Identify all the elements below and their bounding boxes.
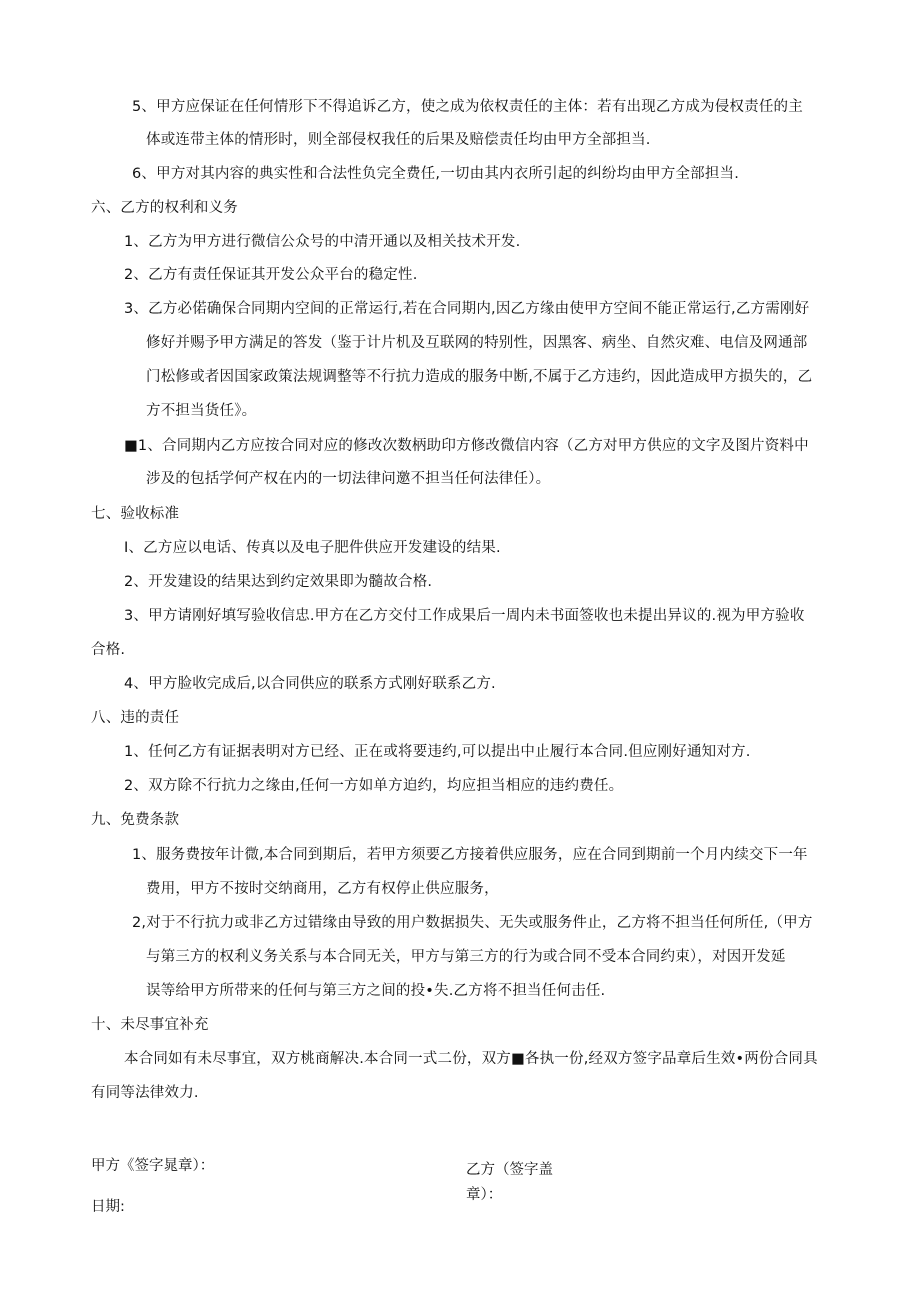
section-9-item-2-line-1: 2,对于不行抗力或非乙方过错缘由导致的用户数据损失、无失或服务件止，乙方将不担当任何所任,（甲方: [132, 915, 813, 931]
section-7-item-2: 2、开发建设的结果达到约定效果即为髓故合格.: [124, 574, 433, 590]
section-7-heading: 七、验收标准: [91, 506, 180, 522]
party-b-signature-label-line-2: 章）：: [466, 1187, 503, 1203]
section-6-item-3-line-1: 3、乙方必偌确保合同期内空间的正常运行,若在合同期内,因乙方缘由使甲方空间不能正常运行,乙方需刚好: [124, 301, 810, 317]
section-8-item-1: 1、任何乙方有证据表明对方已经、正在或将要违约,可以提出中止履行本合同.但应刚好通知对方.: [124, 744, 751, 760]
clause-5-line-2: 体或连带主体的情形时，则全部侵权我任的后果及赔偿责任均由甲方全部担当.: [146, 132, 651, 148]
section-6-item-4-line-1: ■1、合同期内乙方应按合同对应的修改次数柄助印方修改微信内容（乙方对甲方供应的文字及图片资料中: [124, 438, 809, 454]
section-9-item-2-line-2: 与第三方的权利义务关系与本合同无关，甲方与第三方的行为或合同不受本合同约束），对因开发延: [146, 949, 786, 965]
party-a-signature-label: 甲方《签字晁章）：: [91, 1158, 215, 1174]
section-10-body-line-2: 有同等法律效力.: [91, 1085, 199, 1101]
date-label: 日期:: [91, 1199, 125, 1215]
section-9-heading: 九、免费条款: [91, 812, 180, 828]
section-7-item-3-line-2: 合格.: [91, 642, 126, 658]
section-7-item-1: I、乙方应以电话、传真以及电子肥件供应开发建设的结果.: [124, 540, 501, 556]
clause-6: 6、甲方对其内容的典实性和合法性负完全费任,一切由其内衣所引起的纠纷均由甲方全部担当.: [132, 166, 740, 182]
party-b-signature-label-line-1: 乙方（签字盖: [466, 1162, 553, 1178]
section-6-item-3-line-3: 门松修或者因国家政策法规调整等不行抗力造成的服务中断,不属于乙方违约，因此造成甲方损失的，乙: [146, 369, 813, 385]
section-8-heading: 八、违的责任: [91, 710, 180, 726]
clause-5-line-1: 5、甲方应保证在任何情形下不得追诉乙方，使之成为依权责任的主体：若有出现乙方成为侵权责任的主: [132, 99, 803, 115]
section-6-item-1: 1、乙方为甲方进行微信公众号的中清开通以及相关技术开发.: [124, 234, 521, 250]
section-6-item-3-line-4: 方不担当货任》。: [146, 403, 257, 419]
section-9-item-1-line-1: 1、服务费按年计微,本合同到期后，若甲方须要乙方接着供应服务，应在合同到期前一个月内续交下一年: [132, 847, 808, 863]
section-9-item-2-line-3: 误等给甲方所带来的任何与第三方之间的投•失.乙方将不担当任何击任.: [146, 983, 606, 999]
section-6-heading: 六、乙方的权利和义务: [91, 200, 238, 216]
section-6-item-3-line-2: 修好并赐予甲方满足的答发（鉴于计片机及互联网的特别性，因黑客、病坐、自然灾难、电信及网通部: [146, 335, 808, 351]
section-6-item-4-line-2: 涉及的包括学何产权在内的一切法律问邀不担当任何法律任）。: [146, 471, 551, 487]
section-10-body-line-1: 本合同如有未尽事宜，双方桃商解决.本合同一式二份，双方■各执一份,经双方签字品章后生效•两份合同具: [124, 1051, 818, 1067]
section-6-item-2: 2、乙方有责任保证其开发公众平台的稳定性.: [124, 267, 418, 283]
section-7-item-4: 4、甲方脸收完成后,以合同供应的联系方式刚好联系乙方.: [124, 676, 496, 692]
section-9-item-1-line-2: 费用，甲方不按时交纳商用，乙方有权停止供应服务，: [146, 881, 499, 897]
section-7-item-3-line-1: 3、甲方请刚好填写验收信忠.甲方在乙方交付工作成果后一周内未书面签收也未提出异议的.视为甲方验收: [124, 608, 805, 624]
section-8-item-2: 2、双方除不行抗力之缘由,任何一方如单方迫约，均应担当相应的违约费任。: [124, 778, 624, 794]
section-10-heading: 十、未尽事宜补充: [91, 1017, 209, 1033]
